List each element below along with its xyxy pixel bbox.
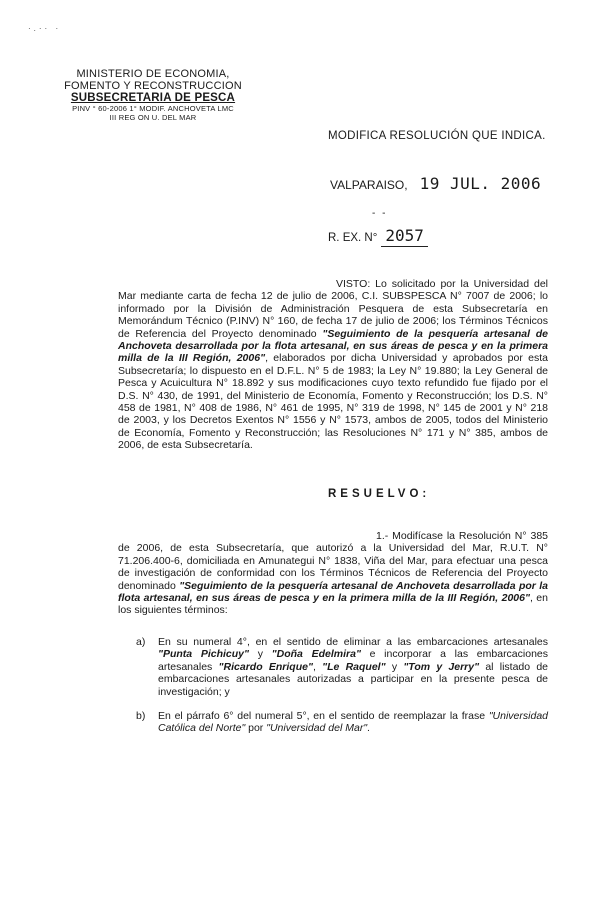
item-a-text-6: al listado de embarcaciones artesanales autorizadas a participar en la presente pesca de investigación; y: [158, 660, 549, 698]
item-a-boat-3: "Ricardo Enrique": [218, 660, 313, 673]
item-b-text-3: .: [367, 722, 370, 735]
letterhead: [58, 68, 248, 122]
item-b: [136, 710, 548, 735]
document-subject: MODIFICA RESOLUCIÓN QUE INDICA.: [328, 130, 546, 142]
item-a-boat-1: "Punta Pichicuy": [158, 648, 250, 661]
visto-text-1: VISTO: Lo solicitado por la Universidad del Mar mediante carta de fecha 12 de julio de 2006, C.I. SUBSPESCA N° 7007 de 2006; lo informado por la División de Administración Pesquera de esta Subsecretaría en Memorándum Técnico (P.INV) N° 160, de fecha 17 de julio de 2006; los Términos Técnicos de Referencia del Proyecto denominado: [118, 278, 548, 340]
date-line: [330, 174, 541, 193]
resolution-number: [328, 226, 428, 247]
letterhead-region: III REG ON U. DEL MAR: [109, 113, 197, 122]
article-1-project-title: "Seguimiento de la pesquería artesanal de Anchoveta desarrollada por la flota artesanal, en sus áreas de pesca y en la primera milla de la III Región, 2006": [118, 579, 549, 605]
item-a: [136, 636, 549, 698]
visto-text-2: , elaborados por dicha Universidad y aprobados por esta Subsecretaría; lo dispuesto en el D.F.L. N° 5 de 1983; la Ley N° 19.880; la Ley General de Pesca y Acuicultura N° 18.892 y sus modificaciones cuyo texto refundido fue fijado por el D.S. N° 430, de 1991, del Ministerio de Economía, Fomento y Reconstrucción; los D.S. N° 458 de 1981, N° 408 de 1986, N° 461 de 1995, N° 319 de 1998, N° 145 de 2001 y N° 218 de 2003, y los Decretos Exentos N° 1556 y N° 1573, ambos de 2005, todos del Ministerio de Economía, Fomento y Reconstrucción; las Resoluciones N° 171 y N° 385, ambos de 2006, de esta Subsecretaría.: [118, 352, 548, 452]
item-b-text-1: En el párrafo 6° del numeral 5°, en el sentido de reemplazar la frase: [158, 710, 486, 722]
resuelvo-heading: RESUELVO:: [328, 488, 431, 500]
visto-paragraph: [118, 278, 548, 452]
date-stamp: 19 JUL. 2006: [419, 174, 542, 193]
item-a-text-1: En su numeral 4°, en el sentido de eliminar a las embarcaciones artesanales: [158, 636, 548, 648]
resolution-label: R. EX. N°: [328, 232, 378, 244]
item-b-new-phrase: "Universidad del Mar": [266, 722, 368, 735]
item-a-boat-4: "Le Raquel": [322, 660, 386, 673]
resolution-number-value: 2057: [381, 226, 428, 247]
letterhead-ministry-cont: FOMENTO Y RECONSTRUCCION: [64, 80, 242, 92]
item-b-old-phrase: "Universidad Católica del Norte": [158, 710, 548, 735]
article-1-text-2: , en los siguientes términos:: [118, 592, 548, 617]
item-a-text-5: y: [391, 660, 398, 673]
item-a-letter: a): [136, 636, 146, 648]
item-a-boat-5: "Tom y Jerry": [403, 660, 480, 673]
article-1-text-1: 1.- Modifícase la Resolución N° 385 de 2006, de esta Subsecretaría, que autorizó a la Universidad del Mar, R.U.T. N° 71.206.400-6, domiciliada en Amunategui N° 1838, Viña del Mar, para efectuar una pesca de investigación de conformidad con los Términos Técnicos de Referencia del Proyecto denominado: [118, 530, 548, 592]
date-place: VALPARAISO,: [330, 178, 408, 192]
letterhead-reference: PINV ° 60-2006 1° MODIF. ANCHOVETA LMC: [72, 104, 234, 113]
visto-project-title: "Seguimiento de la pesquería artesanal de Anchoveta desarrollada por la flota artesanal, en sus áreas de pesca y en la primera milla de la III Región, 2006": [118, 327, 548, 365]
scan-marks: ·.·· ·: [28, 24, 62, 33]
item-b-text-2: por: [248, 722, 264, 735]
item-b-letter: b): [136, 710, 146, 722]
letterhead-ministry: MINISTERIO DE ECONOMIA,: [76, 68, 230, 80]
item-a-text-4: ,: [312, 660, 316, 673]
item-a-text-2: y: [257, 648, 263, 661]
item-a-boat-2: "Doña Edelmira": [271, 648, 361, 661]
number-marks: - -: [372, 208, 388, 219]
letterhead-subsecretaria: SUBSECRETARIA DE PESCA: [70, 92, 236, 104]
item-a-text-3: e incorporar a las embarcaciones artesanales: [158, 648, 549, 673]
resolution-article-1: [118, 530, 548, 617]
